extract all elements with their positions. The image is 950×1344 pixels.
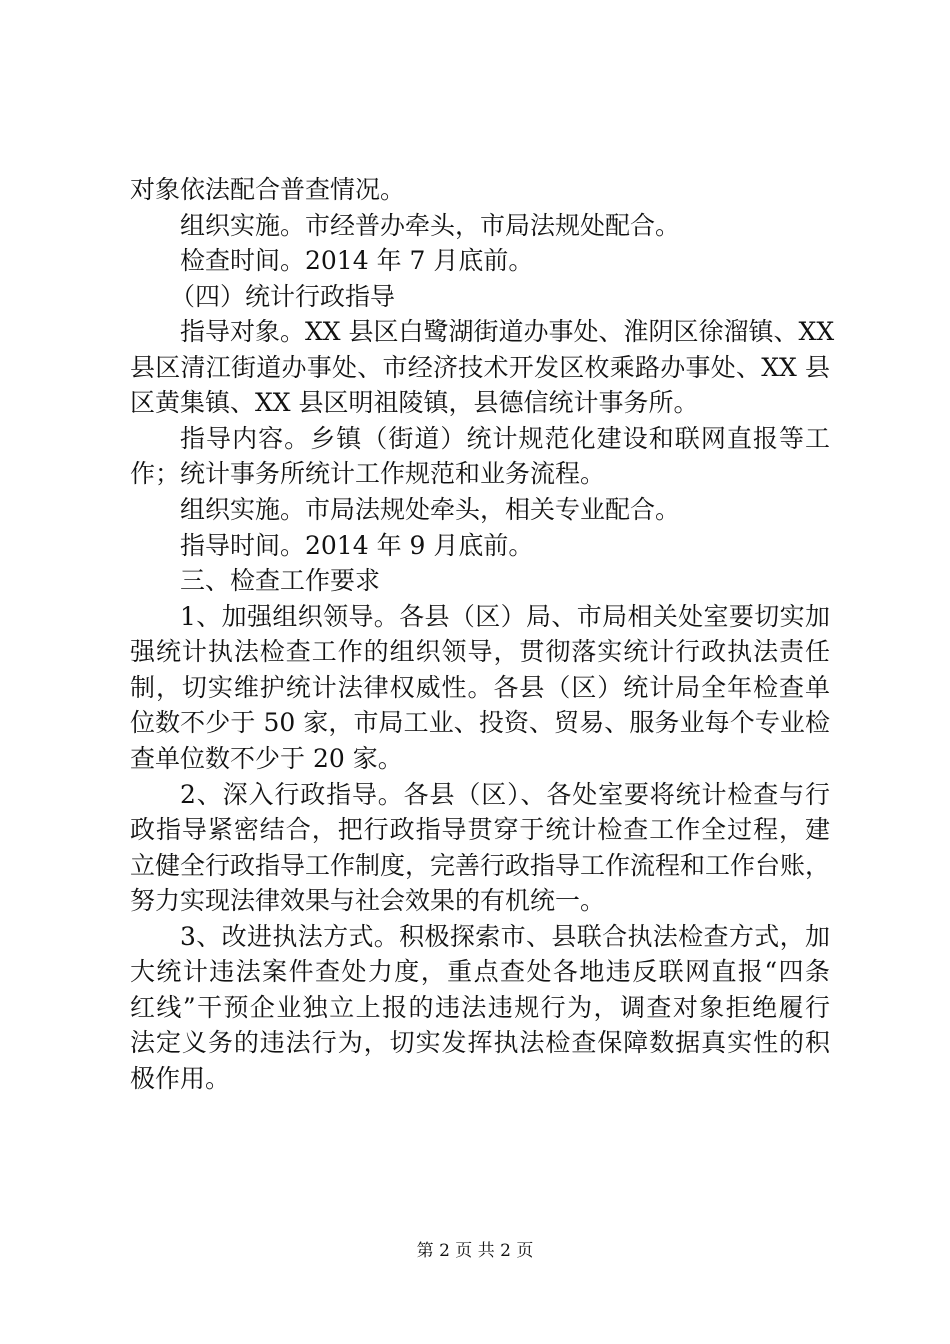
paragraph-line: 指导时间。2014 年 9 月底前。 — [180, 531, 534, 560]
paragraph-line: 指导对象。XX 县区白鹭湖街道办事处、淮阴区徐溜镇、XX — [180, 317, 835, 346]
paragraph-line: 作；统计事务所统计工作规范和业务流程。 — [130, 459, 606, 488]
paragraph-line: 指导内容。乡镇（街道）统计规范化建设和联网直报等工 — [180, 424, 830, 453]
paragraph-line: 组织实施。市局法规处牵头，相关专业配合。 — [180, 495, 681, 524]
paragraph-line: 大统计违法案件查处力度，重点查处各地违反联网直报“四条 — [130, 957, 830, 986]
paragraph-line: 区黄集镇、XX 县区明祖陵镇，县德信统计事务所。 — [130, 388, 699, 417]
paragraph-line: 强统计执法检查工作的组织领导，贯彻落实统计行政执法责任 — [130, 637, 830, 666]
paragraph-line: 制，切实维护统计法律权威性。各县（区）统计局全年检查单 — [130, 673, 830, 702]
paragraph-line: 查单位数不少于 20 家。 — [130, 744, 403, 773]
paragraph-line: 努力实现法律效果与社会效果的有机统一。 — [130, 886, 606, 915]
paragraph-line: 组织实施。市经普办牵头，市局法规处配合。 — [180, 211, 681, 240]
page-footer: 第 2 页 共 2 页 — [416, 1241, 534, 1261]
paragraph-line: 立健全行政指导工作制度，完善行政指导工作流程和工作台账， — [130, 851, 831, 880]
paragraph-line: 检查时间。2014 年 7 月底前。 — [180, 246, 534, 275]
paragraph-line: 法定义务的违法行为，切实发挥执法检查保障数据真实性的积 — [130, 1028, 830, 1057]
paragraph-line: 1、加强组织领导。各县（区）局、市局相关处室要切实加 — [180, 602, 830, 631]
paragraph-line: 3、改进执法方式。积极探索市、县联合执法检查方式，加 — [180, 922, 830, 951]
paragraph-line: 红线”干预企业独立上报的违法违规行为，调查对象拒绝履行 — [130, 993, 830, 1022]
paragraph-line: 极作用。 — [130, 1064, 231, 1093]
paragraph-line: 位数不少于 50 家，市局工业、投资、贸易、服务业每个专业检 — [130, 708, 830, 737]
section-heading: 三、检查工作要求 — [180, 566, 381, 595]
paragraph-line: 政指导紧密结合，把行政指导贯穿于统计检查工作全过程，建 — [130, 815, 830, 844]
paragraph-line: 2、深入行政指导。各县（区）、各处室要将统计检查与行 — [180, 780, 830, 809]
section-heading: （四）统计行政指导 — [170, 282, 396, 311]
paragraph-line: 县区清江街道办事处、市经济技术开发区枚乘路办事处、XX 县 — [130, 353, 830, 382]
paragraph-line: 对象依法配合普查情况。 — [130, 175, 406, 204]
